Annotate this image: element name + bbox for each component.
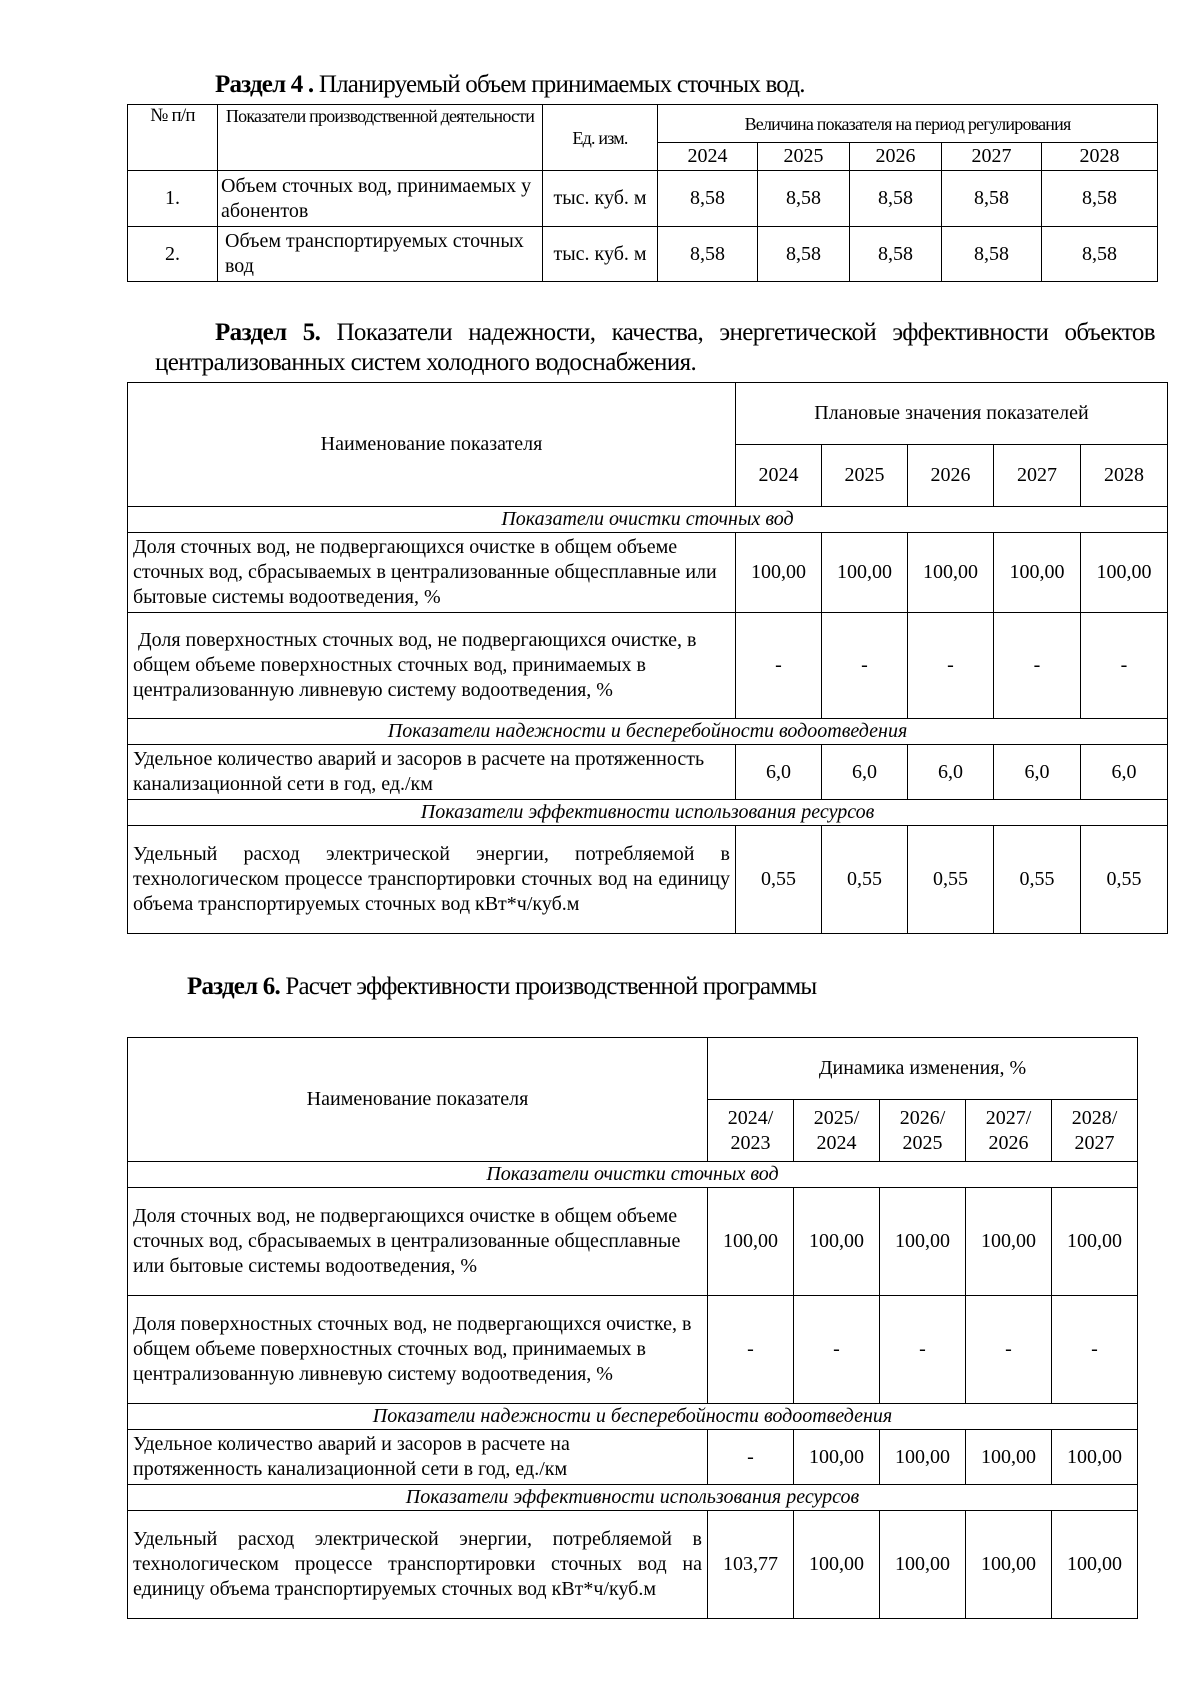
row-value: -: [708, 1430, 794, 1485]
table-row: [128, 1511, 1138, 1619]
header-num: № п/п: [128, 105, 218, 171]
header-year: 2024: [658, 143, 758, 171]
row-value: 100,00: [880, 1430, 966, 1485]
row-value: 0,55: [736, 826, 822, 934]
row-value: 6,0: [908, 745, 994, 800]
row-value: 0,55: [1081, 826, 1168, 934]
header-year: 2026: [908, 445, 994, 507]
row-value: 8,58: [850, 171, 942, 227]
row-value: 100,00: [736, 533, 822, 613]
header-year: 2025: [822, 445, 908, 507]
row-value: 8,58: [658, 171, 758, 227]
row-value: -: [822, 613, 908, 719]
header-year: 2025: [758, 143, 850, 171]
header-unit: Ед. изм.: [543, 105, 658, 171]
row-value: 100,00: [908, 533, 994, 613]
row-num: 2.: [128, 227, 218, 282]
row-value: 0,55: [994, 826, 1081, 934]
section6-title-bold: Раздел 6.: [187, 973, 280, 1000]
row-value: 6,0: [1081, 745, 1168, 800]
section4-title-text: Планируемый объем принимаемых сточных вод.: [313, 71, 805, 98]
header-year: 2028: [1042, 143, 1158, 171]
section4-table: [127, 104, 1158, 282]
row-value: 8,58: [850, 227, 942, 282]
row-name: Доля сточных вод, не подвергающихся очистке в общем объеме сточных вод, сбрасываемых в централизованные общесплавные или бытовые системы водоотведения, %: [128, 1188, 708, 1296]
row-name: Доля сточных вод, не подвергающихся очистке в общем объеме сточных вод, сбрасываемых в централизованные общесплавные или бытовые системы водоотведения, %: [128, 533, 736, 613]
section6-title-text: Расчет эффективности производственной программы: [279, 973, 817, 1000]
row-value: 100,00: [966, 1511, 1052, 1619]
row-value: 8,58: [758, 227, 850, 282]
row-value: 0,55: [822, 826, 908, 934]
row-value: 6,0: [736, 745, 822, 800]
row-value: 100,00: [1081, 533, 1168, 613]
category-row: Показатели эффективности использования ресурсов: [128, 1485, 1138, 1511]
row-num: 1.: [128, 171, 218, 227]
category-row: Показатели эффективности использования ресурсов: [128, 800, 1168, 826]
row-name: Объем сточных вод, принимаемых у абонентов: [218, 171, 543, 227]
table-row: [128, 613, 1168, 719]
header-period: 2026/ 2025: [880, 1100, 966, 1162]
row-value: 8,58: [942, 227, 1042, 282]
row-value: 8,58: [1042, 227, 1158, 282]
row-value: -: [994, 613, 1081, 719]
table-row: [128, 745, 1168, 800]
table-row: [128, 1188, 1138, 1296]
header-year: 2026: [850, 143, 942, 171]
section4-title-bold: Раздел 4 .: [215, 71, 314, 98]
row-value: 100,00: [1052, 1430, 1138, 1485]
table-row: [128, 1296, 1138, 1404]
row-value: 100,00: [966, 1430, 1052, 1485]
header-indicator: Показатели производственной деятельности: [218, 105, 543, 171]
row-value: -: [736, 613, 822, 719]
row-value: 100,00: [822, 533, 908, 613]
section6-table: [127, 1037, 1138, 1619]
section4-title: [215, 70, 805, 100]
row-value: 8,58: [758, 171, 850, 227]
header-name: Наименование показателя: [128, 383, 736, 507]
row-value: 6,0: [994, 745, 1081, 800]
row-name: Удельное количество аварий и засоров в расчете на протяженность канализационной сети в год, ед./км: [128, 1430, 708, 1485]
header-period: 2025/ 2024: [794, 1100, 880, 1162]
category-row: Показатели надежности и бесперебойности водоотведения: [128, 719, 1168, 745]
row-value: 6,0: [822, 745, 908, 800]
row-name: Удельное количество аварий и засоров в расчете на протяженность канализационной сети в год, ед./км: [128, 745, 736, 800]
section5-title: [155, 318, 1155, 378]
row-value: 100,00: [794, 1430, 880, 1485]
row-value: -: [1081, 613, 1168, 719]
row-value: -: [908, 613, 994, 719]
row-value: 100,00: [994, 533, 1081, 613]
row-value: 103,77: [708, 1511, 794, 1619]
row-value: 100,00: [794, 1188, 880, 1296]
row-value: 100,00: [794, 1511, 880, 1619]
row-value: 100,00: [880, 1511, 966, 1619]
header-dynamics: Динамика изменения, %: [708, 1038, 1138, 1100]
row-value: -: [794, 1296, 880, 1404]
row-value: 100,00: [708, 1188, 794, 1296]
table-row: [128, 171, 1158, 227]
header-year: 2024: [736, 445, 822, 507]
header-plan: Плановые значения показателей: [736, 383, 1168, 445]
row-name: Доля поверхностных сточных вод, не подвергающихся очистке, в общем объеме поверхностных сточных вод, принимаемых в централизованную ливневую систему водоотведения, %: [128, 613, 736, 719]
header-period: Величина показателя на период регулирования: [658, 105, 1158, 143]
header-year: 2027: [942, 143, 1042, 171]
row-unit: тыс. куб. м: [543, 227, 658, 282]
table-row: [128, 1430, 1138, 1485]
header-period: 2024/ 2023: [708, 1100, 794, 1162]
section6-title: [187, 972, 816, 1002]
section5-title-text: Показатели надежности, качества, энергетической эффективности объектов централизованных систем холодного водоснабжения.: [155, 319, 1156, 376]
table-row: [128, 533, 1168, 613]
row-value: -: [966, 1296, 1052, 1404]
header-period: 2028/ 2027: [1052, 1100, 1138, 1162]
section5-title-bold: Раздел 5.: [215, 319, 321, 346]
row-value: 8,58: [658, 227, 758, 282]
row-value: -: [708, 1296, 794, 1404]
row-value: 0,55: [908, 826, 994, 934]
table-row: [128, 227, 1158, 282]
header-period: 2027/ 2026: [966, 1100, 1052, 1162]
header-name: Наименование показателя: [128, 1038, 708, 1162]
category-row: Показатели очистки сточных вод: [128, 507, 1168, 533]
row-name: Удельный расход электрической энергии, потребляемой в технологическом процессе транспортировки сточных вод на единицу объема транспортируемых сточных вод кВт*ч/куб.м: [128, 826, 736, 934]
category-row: Показатели надежности и бесперебойности водоотведения: [128, 1404, 1138, 1430]
category-row: Показатели очистки сточных вод: [128, 1162, 1138, 1188]
row-value: 100,00: [966, 1188, 1052, 1296]
row-value: 8,58: [1042, 171, 1158, 227]
header-year: 2028: [1081, 445, 1168, 507]
header-year: 2027: [994, 445, 1081, 507]
section5-table: [127, 382, 1168, 934]
row-value: 8,58: [942, 171, 1042, 227]
row-value: 100,00: [1052, 1511, 1138, 1619]
row-value: -: [1052, 1296, 1138, 1404]
row-name: Удельный расход электрической энергии, потребляемой в технологическом процессе транспортировки сточных вод на единицу объема транспортируемых сточных вод кВт*ч/куб.м: [128, 1511, 708, 1619]
row-value: 100,00: [1052, 1188, 1138, 1296]
row-value: -: [880, 1296, 966, 1404]
row-name: Доля поверхностных сточных вод, не подвергающихся очистке, в общем объеме поверхностных сточных вод, принимаемых в централизованную ливневую систему водоотведения, %: [128, 1296, 708, 1404]
table-row: [128, 826, 1168, 934]
row-unit: тыс. куб. м: [543, 171, 658, 227]
row-value: 100,00: [880, 1188, 966, 1296]
row-name: Объем транспортируемых сточных вод: [218, 227, 543, 282]
